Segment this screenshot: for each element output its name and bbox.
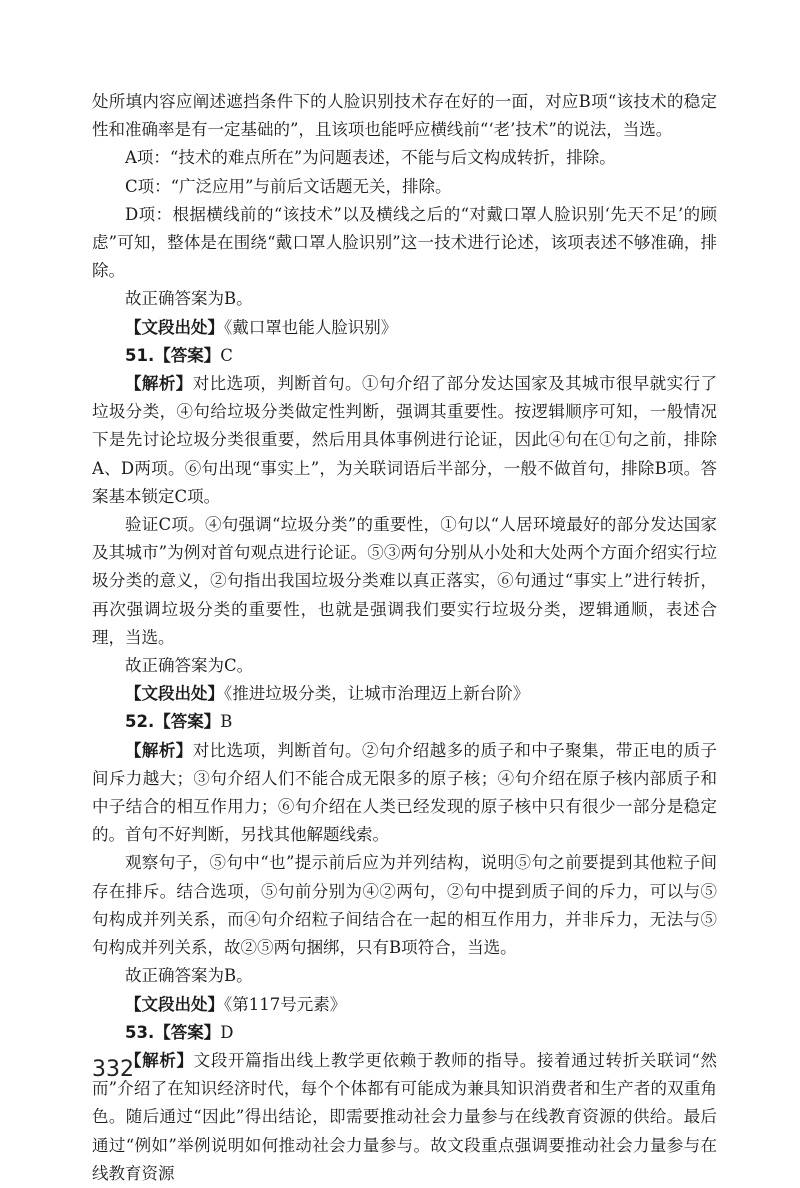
section-label: 【文段出处】 [125,684,224,704]
paragraph-text: C项：“广泛应用”与前后文话题无关，排除。 [125,176,452,196]
paragraph-text: D项：根据横线前的“该技术”以及横线之后的“对戴口罩人脸识别‘先天不足’的顾虑”可知，整体是在围绕“戴口罩人脸识别”这一技术进行论述，该项表述不够准确，排除。 [92,204,717,281]
paragraph [92,201,717,286]
paragraph-text: 验证C项。④句强调“垃圾分类”的重要性，①句以“人居环境最好的部分发达国家及其城市”为例对首句观点进行论证。⑤③两句分别从小处和大处两个方面介绍实行垃圾分类的意义，②句指出我国垃圾分类难以真正落实，⑥句通过“事实上”进行转折，再次强调垃圾分类的重要性，也就是强调我们要实行垃圾分类，逻辑通顺，表述合理，当选。 [92,515,717,647]
paragraph [92,652,717,680]
paragraph [92,285,717,313]
paragraph-text: 故正确答案为B。 [125,289,253,309]
paragraph [92,1019,717,1047]
paragraph-text: 文段开篇指出线上教学更依赖于教师的指导。接着通过转折关联词“然而”介绍了在知识经济时代，每个个体都有可能成为兼具知识消费者和生产者的双重角色。随后通过“因此”得出结论，即需要推动社会力量参与在线教育资源的供给。最后通过“例如”举例说明如何推动社会力量参与。故文段重点强调要推动社会力量参与在线教育资源 [92,1050,717,1183]
paragraph [92,737,717,850]
section-label: 【解析】 [125,740,193,760]
paragraph-text: C [220,345,233,365]
paragraph-text: 《戴口罩也能人脸识别》 [224,317,398,337]
paragraph-text: 处所填内容应阐述遮挡条件下的人脸识别技术存在好的一面，对应B项“该技术的稳定性和准确率是有一定基础的”，且该项也能呼应横线前“‘老’技术”的说法，当选。 [92,92,717,140]
paragraph [92,849,717,962]
paragraph-text: 观察句子，⑤句中“也”提示前后应为并列结构，说明⑤句之前要提到其他粒子间存在排斥。结合选项，⑤句前分别为④②两句，②句中提到质子间的斥力，可以与⑤句构成并列关系，而④句介绍粒子间结合在一起的相互作用力，并非斥力，无法与⑤句构成并列关系，故②⑤两句捆绑，只有B项符合，当选。 [92,853,717,958]
paragraph [92,708,717,736]
paragraph-text: 故正确答案为C。 [125,656,254,676]
paragraph-text: D [220,1022,234,1042]
paragraph-text: 对比选项，判断首句。②句介绍越多的质子和中子聚集，带正电的质子间斥力越大；③句介绍人们不能合成无限多的原子核；④句介绍在原子核内部质子和中子结合的相互作用力；⑥句介绍在人类已经发现的原子核中只有很少一部分是稳定的。首句不好判断，另找其他解题线索。 [92,740,718,845]
section-label: 51.【答案】 [125,345,221,365]
paragraph-text: 对比选项，判断首句。①句介绍了部分发达国家及其城市很早就实行了垃圾分类，④句给垃圾分类做定性判断，强调其重要性。按逻辑顺序可知，一般情况下是先讨论垃圾分类很重要，然后用具体事例进行论证，因此④句在①句之前，排除A、D两项。⑥句出现“事实上”，为关联词语后半部分，一般不做首句，排除B项。答案基本锁定C项。 [92,374,718,506]
paragraph-text: 《第117号元素》 [224,994,347,1014]
paragraph [92,314,717,342]
section-label: 【文段出处】 [125,994,224,1014]
paragraph [92,1047,717,1188]
paragraph [92,342,717,370]
text-body [92,88,717,1188]
page-number: 332 [92,1057,134,1082]
section-label: 【解析】 [125,374,193,394]
paragraph [92,173,717,201]
paragraph [92,144,717,172]
paragraph-text: A项：“技术的难点所在”为问题表述，不能与后文构成转折，排除。 [125,148,616,168]
paragraph [92,88,717,144]
paragraph [92,991,717,1019]
section-label: 52.【答案】 [125,712,221,732]
paragraph-text: B [220,712,233,732]
section-label: 53.【答案】 [125,1022,221,1042]
section-label: 【文段出处】 [125,317,224,337]
paragraph [92,680,717,708]
paragraph-text: 故正确答案为B。 [125,966,253,986]
paragraph [92,511,717,652]
paragraph [92,962,717,990]
paragraph [92,370,717,511]
paragraph-text: 《推进垃圾分类，让城市治理迈上新台阶》 [224,684,530,704]
section-label: 【解析】 [125,1050,194,1070]
